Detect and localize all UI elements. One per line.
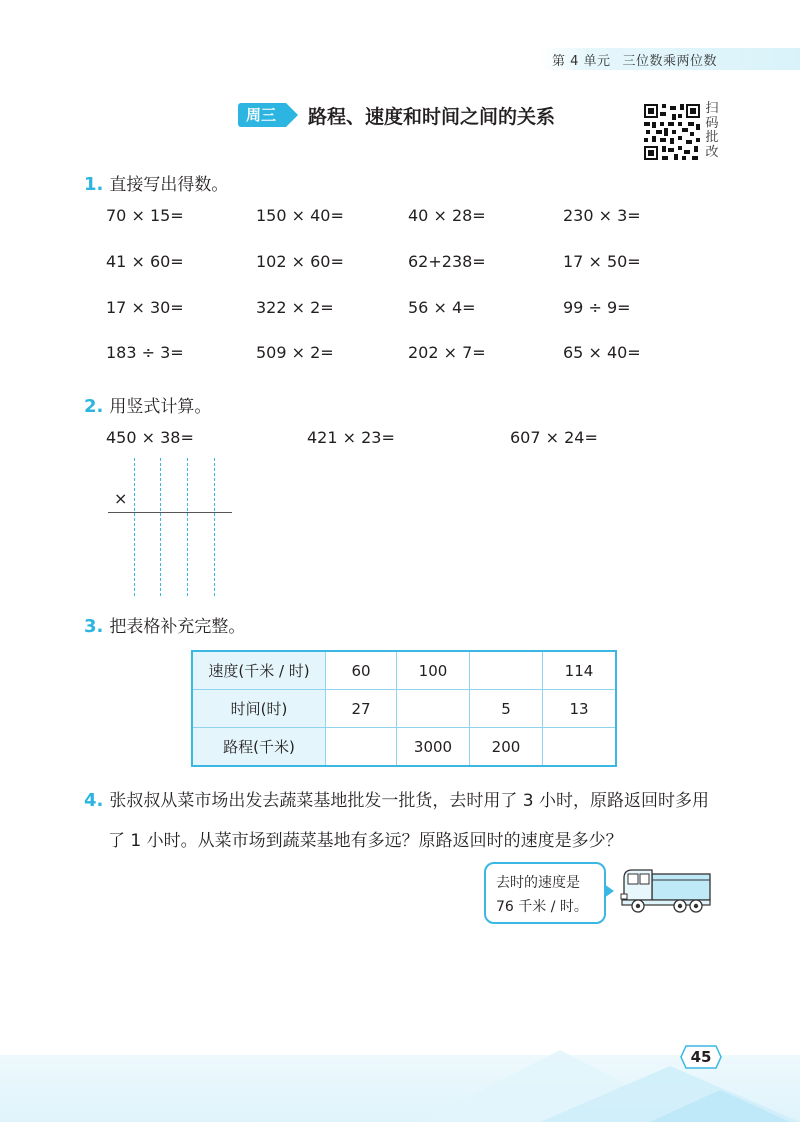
q1-expr-r1c2: 150 × 40= xyxy=(256,206,344,225)
q2-expr-2: 421 × 23= xyxy=(307,428,395,447)
q2-expr-3: 607 × 24= xyxy=(510,428,598,447)
q1-expr-r1c3: 40 × 28= xyxy=(408,206,486,225)
digit-guide-line xyxy=(160,458,161,596)
row-header-time: 时间(时) xyxy=(192,690,326,728)
table-cell[interactable] xyxy=(397,690,470,728)
question-4-text-line1: 张叔叔从菜市场出发去蔬菜基地批发一批货，去时用了 3 小时，原路返回时多用 xyxy=(109,791,709,811)
table-cell: 60 xyxy=(326,651,397,690)
qr-code-icon[interactable] xyxy=(644,104,700,160)
table-cell: 3000 xyxy=(397,728,470,767)
q1-expr-r4c1: 183 ÷ 3= xyxy=(106,343,184,362)
q1-expr-r1c4: 230 × 3= xyxy=(563,206,641,225)
row-header-distance: 路程(千米) xyxy=(192,728,326,767)
table-cell: 200 xyxy=(470,728,543,767)
bubble-line-2: 76 千米 / 时。 xyxy=(496,899,588,915)
question-1-heading xyxy=(84,170,228,195)
table-cell: 100 xyxy=(397,651,470,690)
calc-underline xyxy=(108,512,232,513)
table-cell[interactable] xyxy=(326,728,397,767)
question-3-number: 3. xyxy=(84,616,104,637)
table-row-time xyxy=(192,690,616,728)
row-header-speed: 速度(千米 / 时) xyxy=(192,651,326,690)
q1-expr-r3c4: 99 ÷ 9= xyxy=(563,298,631,317)
table-row-speed xyxy=(192,651,616,690)
lesson-title-row xyxy=(238,102,555,128)
q1-expr-r3c1: 17 × 30= xyxy=(106,298,184,317)
q1-expr-r2c2: 102 × 60= xyxy=(256,252,344,271)
question-4-text-line2: 了 1 小时。从菜市场到蔬菜基地有多远？原路返回时的速度是多少？ xyxy=(108,831,623,851)
digit-guide-line xyxy=(187,458,188,596)
question-2-number: 2. xyxy=(84,396,104,417)
digit-guide-line xyxy=(134,458,135,596)
table-cell[interactable] xyxy=(470,651,543,690)
question-1-label: 直接写出得数。 xyxy=(109,175,229,195)
q1-expr-r2c4: 17 × 50= xyxy=(563,252,641,271)
question-3-heading xyxy=(84,612,245,637)
lesson-title: 路程、速度和时间之间的关系 xyxy=(308,105,556,128)
q1-expr-r2c3: 62+238= xyxy=(408,252,486,271)
question-2-heading xyxy=(84,392,211,417)
table-cell[interactable] xyxy=(543,728,617,767)
table-cell: 27 xyxy=(326,690,397,728)
q1-expr-r3c3: 56 × 4= xyxy=(408,298,476,317)
q2-expr-1: 450 × 38= xyxy=(106,428,194,447)
question-4-heading xyxy=(84,786,709,811)
question-3-label: 把表格补充完整。 xyxy=(109,617,246,637)
q1-expr-r4c2: 509 × 2= xyxy=(256,343,334,362)
speed-time-distance-table xyxy=(191,650,617,767)
truck-icon xyxy=(618,862,714,914)
qr-caption: 扫码批改 xyxy=(705,101,719,160)
q1-expr-r4c4: 65 × 40= xyxy=(563,343,641,362)
question-1-number: 1. xyxy=(84,174,104,195)
q1-expr-r4c3: 202 × 7= xyxy=(408,343,486,362)
speech-bubble xyxy=(484,862,606,924)
table-cell: 13 xyxy=(543,690,617,728)
unit-header xyxy=(552,50,717,69)
bubble-line-1: 去时的速度是 xyxy=(496,875,580,891)
question-2-label: 用竖式计算。 xyxy=(109,397,212,417)
page-number: 45 xyxy=(690,1048,712,1066)
q1-expr-r2c1: 41 × 60= xyxy=(106,252,184,271)
table-row-distance xyxy=(192,728,616,767)
q1-expr-r1c1: 70 × 15= xyxy=(106,206,184,225)
digit-guide-line xyxy=(214,458,215,596)
question-4-number: 4. xyxy=(84,790,104,811)
table-cell: 114 xyxy=(543,651,617,690)
multiply-sign: × xyxy=(114,489,128,508)
unit-title: 三位数乘两位数 xyxy=(622,54,718,69)
q1-expr-r3c2: 322 × 2= xyxy=(256,298,334,317)
footer-mountain-decoration xyxy=(420,1030,800,1122)
table-cell: 5 xyxy=(470,690,543,728)
unit-number: 第 4 单元 xyxy=(552,54,611,69)
day-badge: 周三 xyxy=(238,103,286,127)
